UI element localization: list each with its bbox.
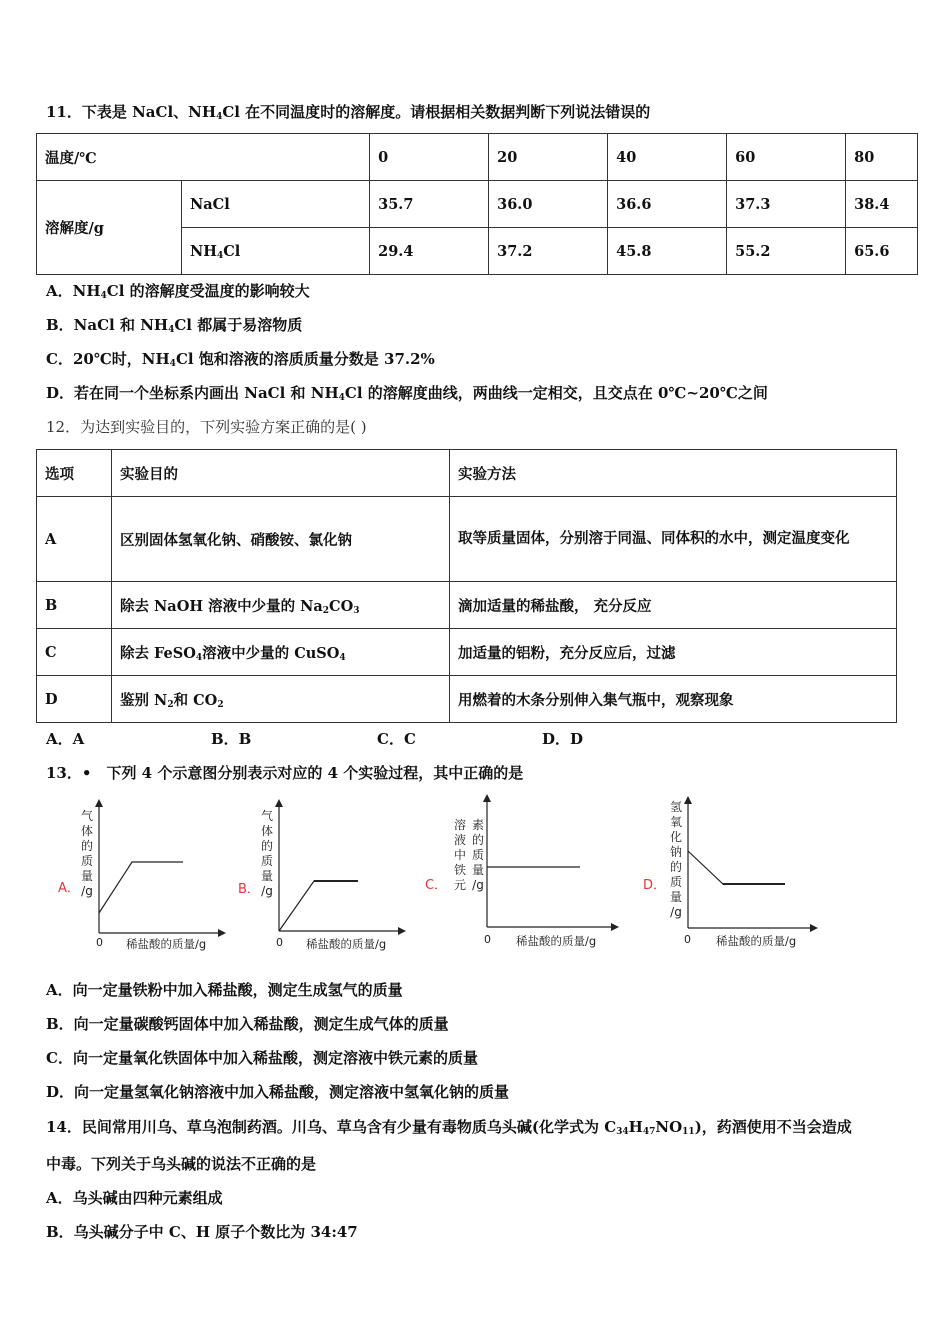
- q14-stem-line2: 中毒。下列关于乌头碱的说法不正确的是: [46, 1155, 317, 1173]
- q14-stem: 14．民间常用川乌、草乌泡制药酒。川乌、草乌含有少量有毒物质乌头碱(化学式为 $C_{34}H_{47}NO_{11}$)，药酒使用不当会造成: [46, 1118, 852, 1137]
- q12-answer-d[interactable]: D．D: [542, 730, 584, 748]
- temp-header: 温度/℃: [37, 134, 370, 181]
- q13-option-d[interactable]: D．向一定量氢氧化钠溶液中加入稀盐酸，测定溶液中氢氧化钠的质量: [46, 1083, 510, 1101]
- q14-option-b[interactable]: B．乌头碱分子中 C、H 原子个数比为 34:47: [46, 1223, 358, 1241]
- graph-c: 溶 液 中 铁 元 素 的 质 量 /g C． 0 稀盐酸的质量/g: [415, 790, 625, 955]
- graph-d-tag: D．: [643, 878, 667, 893]
- q12-stem: 12．为达到实验目的，下列实验方案正确的是( ): [46, 418, 367, 436]
- q13-option-c[interactable]: C．向一定量氧化铁固体中加入稀盐酸，测定溶液中铁元素的质量: [46, 1049, 478, 1067]
- graph-b: 气 体 的 质 量 /g B． 0 稀盐酸的质量/g: [230, 795, 410, 955]
- solubility-label: 溶解度/g: [37, 181, 182, 275]
- graph-c-ylabel-col1: 溶 液 中 铁 元: [453, 818, 466, 892]
- q13-option-a[interactable]: A．向一定量铁粉中加入稀盐酸，测定生成氢气的质量: [46, 981, 403, 999]
- q12-answers: [0, 729, 950, 749]
- graph-a: 气 体 的 质 量 /g A． 0 稀盐酸的质量/g: [50, 795, 230, 955]
- graph-d-plot: [630, 790, 830, 955]
- q13-stem: 13．• 下列 4 个示意图分别表示对应的 4 个实验过程，其中正确的是: [46, 764, 524, 782]
- q11-option-b[interactable]: B．NaCl 和 $NH_4Cl$ 都属于易溶物质: [46, 316, 303, 335]
- table-row: C 除去 FeSO$_4$溶液中少量的 CuSO$_4$ 加适量的铝粉，充分反应后，过滤: [37, 629, 897, 676]
- q12-answer-b[interactable]: B．B: [211, 730, 252, 748]
- q14-option-a[interactable]: A．乌头碱由四种元素组成: [46, 1189, 223, 1207]
- graph-d: 氢 氧 化 钠 的 质 量 /g D． 0 稀盐酸的质量/g: [630, 790, 830, 955]
- solubility-table: [36, 133, 918, 275]
- experiment-table: [36, 449, 897, 723]
- graph-a-ylabel: 气 体 的 质 量 /g: [80, 809, 93, 898]
- table-row: B 除去 NaOH 溶液中少量的 $Na_2CO_3$ 滴加适量的稀盐酸， 充分反应: [37, 582, 897, 629]
- table-row: A 区别固体氢氧化钠、硝酸铵、氯化钠 取等质量固体，分别溶于同温、同体积的水中，测定温度变化: [37, 497, 897, 582]
- graph-b-plot: [230, 795, 410, 955]
- table-row: 温度/℃ 0 20 40 60 80: [37, 134, 918, 181]
- q12-answer-a[interactable]: A．A: [46, 730, 85, 748]
- q11-option-c[interactable]: C．20℃时，$NH_4Cl$ 饱和溶液的溶质质量分数是 37.2%: [46, 350, 435, 369]
- q11-stem: 11．下表是 NaCl、$NH_4Cl$ 在不同温度时的溶解度。请根据相关数据判断下列说法错误的: [46, 103, 651, 122]
- graph-d-ylabel: 氢 氧 化 钠 的 质 量 /g: [669, 800, 682, 919]
- graph-a-plot: [50, 795, 230, 955]
- graph-c-tag: C．: [425, 878, 448, 893]
- graph-c-ylabel-col2: 素 的 质 量 /g: [471, 818, 484, 892]
- graph-a-tag: A．: [58, 881, 80, 896]
- graph-c-plot: [415, 790, 625, 955]
- q12-answer-c[interactable]: C．C: [377, 730, 416, 748]
- q13-option-b[interactable]: B．向一定量碳酸钙固体中加入稀盐酸，测定生成气体的质量: [46, 1015, 449, 1033]
- table-row: 溶解度/g NaCl 35.7 36.0 36.6 37.3 38.4: [37, 181, 918, 228]
- q11-option-d[interactable]: D．若在同一个坐标系内画出 NaCl 和 $NH_4Cl$ 的溶解度曲线，两曲线一定相交，且交点在 0℃~20℃之间: [46, 384, 768, 403]
- table-row: $NH_4Cl$ 29.4 37.2 45.8 55.2 65.6: [37, 228, 918, 275]
- graph-b-ylabel: 气 体 的 质 量 /g: [260, 809, 273, 898]
- graph-b-tag: B．: [238, 882, 260, 897]
- q11-option-a[interactable]: A．$NH_4Cl$ 的溶解度受温度的影响较大: [46, 282, 310, 301]
- table-row: D 鉴别 $N_2$和 $CO_2$ 用燃着的木条分别伸入集气瓶中，观察现象: [37, 676, 897, 723]
- table-row: 选项 实验目的 实验方法: [37, 450, 897, 497]
